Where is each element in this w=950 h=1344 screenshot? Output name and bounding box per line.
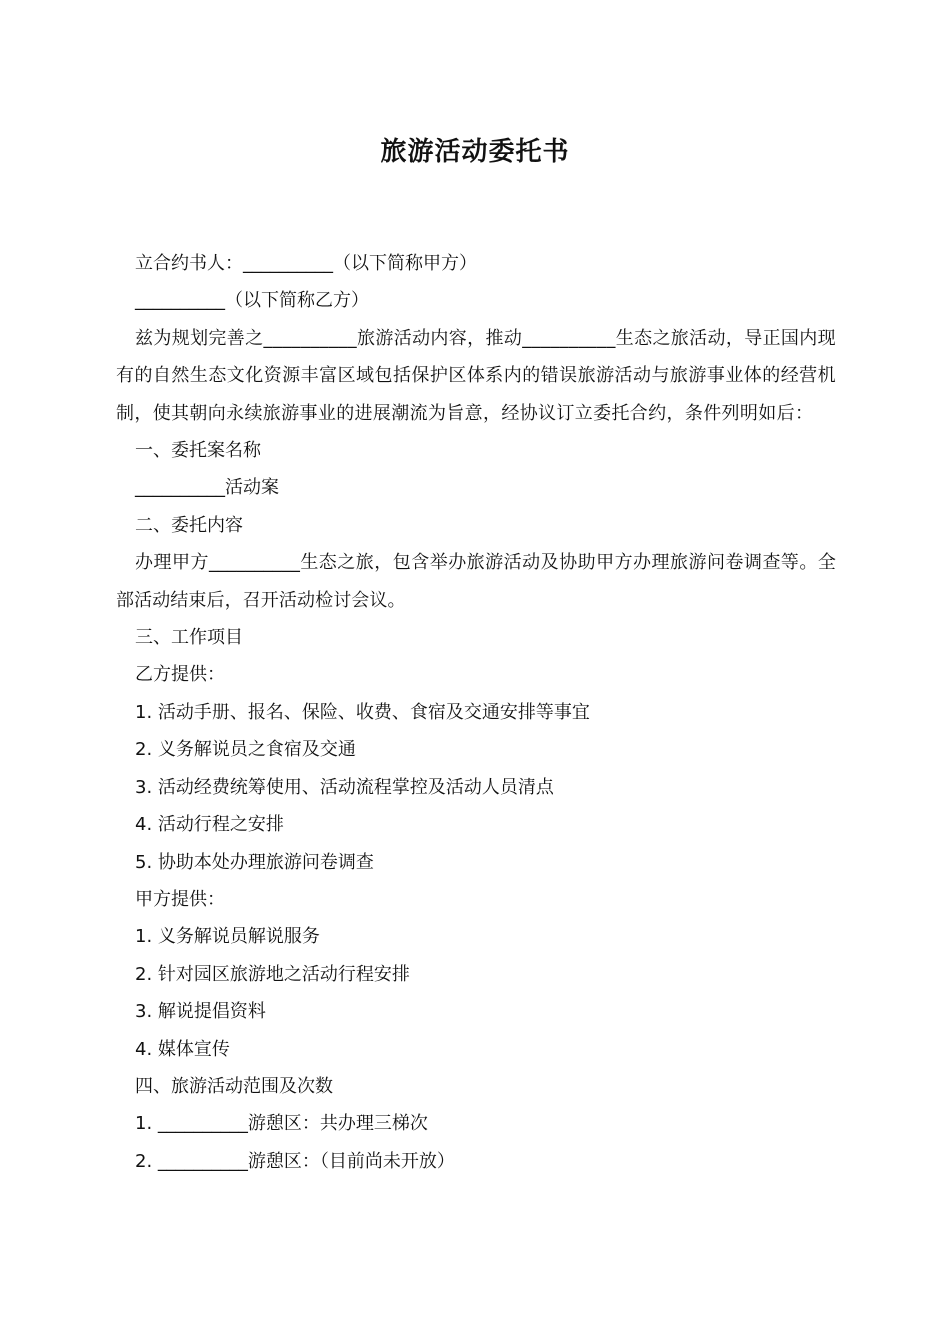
document-title: 旅游活动委托书 — [380, 137, 570, 167]
section-4-item: 1. __________游憩区：共办理三梯次 — [135, 1113, 428, 1135]
party-a-item: 2. 针对园区旅游地之活动行程安排 — [135, 963, 410, 985]
contract-party-a-line: 立合约书人：__________（以下简称甲方） — [135, 253, 477, 274]
party-b-item: 3. 活动经费统筹使用、活动流程掌控及活动人员清点 — [135, 776, 554, 798]
section-4-item: 2. __________游憩区：（目前尚未开放） — [135, 1150, 455, 1172]
section-1-body: __________活动案 — [135, 477, 279, 499]
section-4-heading: 四、旅游活动范围及次数 — [135, 1075, 333, 1097]
party-b-provides-heading: 乙方提供： — [135, 664, 225, 686]
section-1-heading: 一、委托案名称 — [135, 440, 261, 462]
party-b-item: 4. 活动行程之安排 — [135, 814, 284, 836]
party-a-item: 1. 义务解说员解说服务 — [135, 926, 320, 948]
preamble-paragraph: 兹为规划完善之__________旅游活动内容，推动__________生态之旅活动，导正国内现有的自然生态文化资源丰富区域包括保护区体系内的错误旅游活动与旅游事业体的经营机制，使其朝向永续旅游事业的进展潮流为旨意，经协议订立委托合约，条件列明如后： — [116, 327, 836, 424]
section-2-heading: 二、委托内容 — [135, 514, 243, 536]
document-body — [116, 245, 836, 1180]
section-2-body: 办理甲方__________生态之旅，包含举办旅游活动及协助甲方办理旅游问卷调查等。全部活动结束后，召开活动检讨会议。 — [116, 552, 836, 611]
party-a-item: 4. 媒体宣传 — [135, 1038, 230, 1060]
contract-party-b-line: __________（以下简称乙方） — [135, 290, 369, 312]
party-a-item: 3. 解说提倡资料 — [135, 1001, 266, 1023]
party-b-item: 1. 活动手册、报名、保险、收费、食宿及交通安排等事宜 — [135, 701, 590, 723]
party-b-item: 5. 协助本处办理旅游问卷调查 — [135, 851, 374, 873]
party-b-item: 2. 义务解说员之食宿及交通 — [135, 739, 356, 761]
section-3-heading: 三、工作项目 — [135, 627, 243, 649]
party-a-provides-heading: 甲方提供： — [135, 888, 225, 910]
